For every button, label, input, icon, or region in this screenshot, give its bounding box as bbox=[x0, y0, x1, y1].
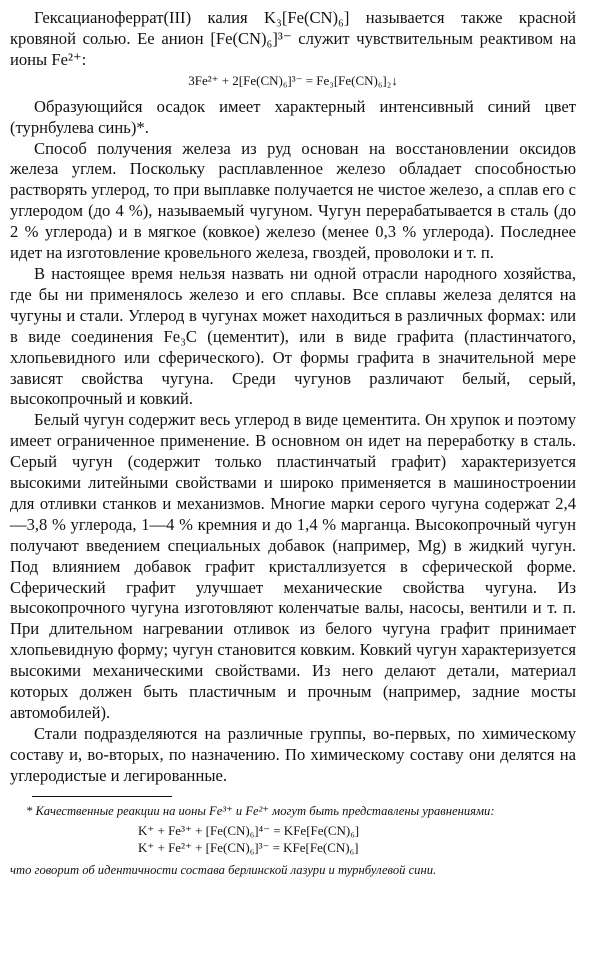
footnote-separator bbox=[32, 796, 172, 797]
footnote-conclusion: что говорит об идентичности состава берлинской лазури и турнбулевой сини. bbox=[10, 863, 437, 878]
paragraph-iron-production: Способ получения железа из руд основан на восстановлении оксидов железа углем. Поскольку расплавленное железо обладает способностью растворять углерод, то при выплавке получается не чистое железо, а сплав его с углеродом (до 4 %), называемый чугуном. Чугун перерабатывается в сталь (до 2 % углерода) и в мягкое (ковкое) железо (менее 0,3 % углерода). Последнее идет на изготовление кровельного железа, гвоздей, проволоки и т. п. bbox=[10, 138, 576, 263]
footnote-equations bbox=[138, 822, 576, 856]
paragraph-turnbull-blue: Образующийся осадок имеет характерный интенсивный синий цвет (турнбулева синь)*. bbox=[10, 96, 576, 137]
footnote-text: * Качественные реакции на ионы Fe³⁺ и Fe²⁺ могут быть представлены уравнениями: bbox=[26, 803, 495, 818]
paragraph-cast-iron-types: Белый чугун содержит весь углерод в виде цементита. Он хрупок и поэтому имеет ограниченное применение. В основном он идет на переработку в сталь. Серый чугун (содержит только пластинчатый графит) характеризуется высокими литейными свойствами и широко применяется в машиностроении для отливки станков и механизмов. Многие марки серого чугуна содержат 2,4—3,8 % углерода, 1—4 % кремния и до 1,4 % марганца. Высокопрочный чугун получают введением специальных добавок (например, Mg) в жидкий чугун. Под влиянием добавок графит кристаллизуется в сферической форме. Сферический графит улучшает механические свойства чугуна. Из высокопрочного чугуна изготовляют коленчатые валы, насосы, вентили и т. п. При длительном нагревании отливок из белого чугуна графит принимает хлопьевидную форму; чугун становится ковким. Ковкий чугун характеризуется высокими механическими свойствами. Из него делают детали, материал которых должен быть пластичным и прочным (например, задние мосты автомобилей). bbox=[10, 410, 576, 722]
footnote-equation-2: K⁺ + Fe²⁺ + [Fe(CN)₆]³⁻ = KFe[Fe(CN)₆] bbox=[138, 840, 359, 856]
paragraph-steel-groups: Стали подразделяются на различные группы, во-первых, по химическому составу и, во-вторых, по назначению. По химическому составу они делятся на углеродистые и легированные. bbox=[10, 723, 576, 785]
reaction-formula: 3Fe²⁺ + 2[Fe(CN)₆]³⁻ = Fe₃[Fe(CN)₆]₂↓ bbox=[188, 72, 398, 88]
footnote-equation-1: K⁺ + Fe³⁺ + [Fe(CN)₆]⁴⁻ = KFe[Fe(CN)₆] bbox=[138, 823, 360, 839]
paragraph-red-blood-salt: Гексацианоферрат(III) калия K₃[Fe(CN)₆] называется также красной кровяной солью. Ее анион [Fe(CN)₆]³⁻ служит чувствительным реактивом на ионы Fe²⁺: bbox=[10, 8, 576, 69]
paragraph-iron-alloys: В настоящее время нельзя назвать ни одной отрасли народного хозяйства, где бы ни применялось железо и его сплавы. Все сплавы железа делятся на чугуны и стали. Углерод в чугунах может находиться в различных формах: или в виде соединения Fe₃C (цементит), или в виде графита (пластинчатого, хлопьевидного или сферического). От формы графита в значительной мере зависят свойства чугуна. Среди чугунов различают белый, серый, высокопрочный и ковкий. bbox=[10, 263, 576, 409]
